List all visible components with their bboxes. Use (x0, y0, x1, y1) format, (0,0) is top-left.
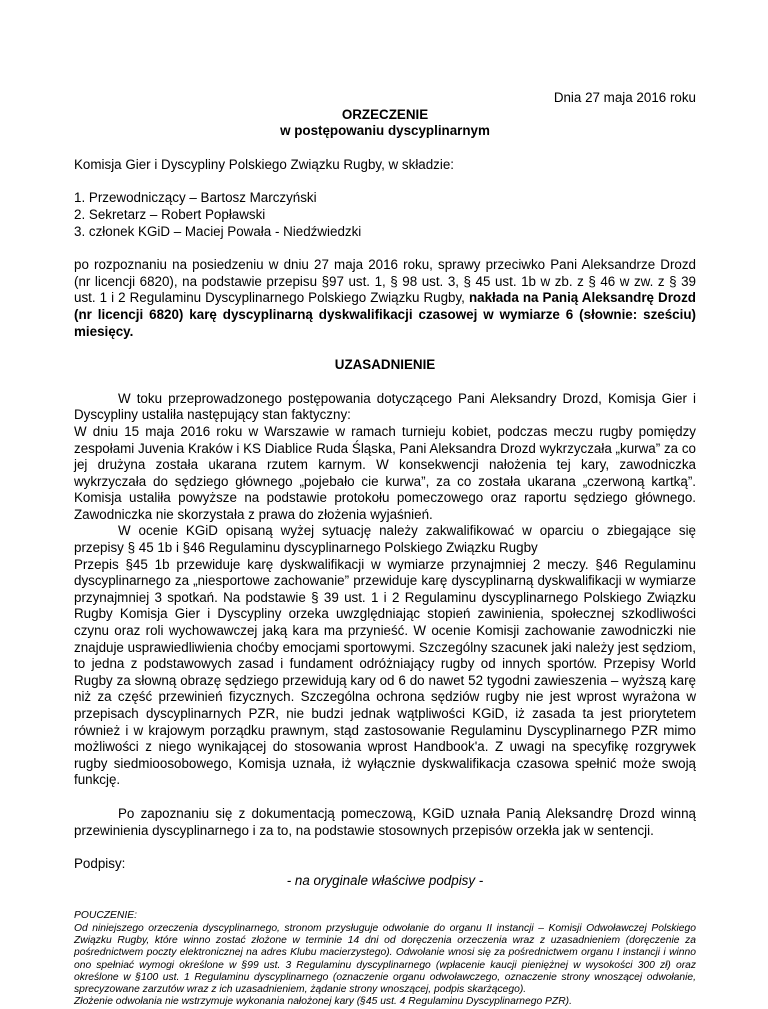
justification-paragraph: W dniu 15 maja 2016 roku w Warszawie w ramach turnieju kobiet, podczas meczu rugby pomiędzy zespołami Juvenia Kraków i KS Diablice Ruda Śląska, Pani Aleksandra Drozd wykrzyczała „kurwa” za co jej drużyna została ukarana rzutem karnym. W konsekwencji nałożenia tej kary, zawodniczka wykrzyczała do sędziego głównego „pojebało cie kurwa”, za co została ukarana „czerwoną kartką”. Komisja ustaliła powyższe na podstawie protokołu pomeczowego oraz raportu sędziego głównego. Zawodniczka nie skorzystała z prawa do złożenia wyjaśnień. (74, 423, 696, 522)
document-title: ORZECZENIE (341, 106, 429, 122)
committee-member: 1. Przewodniczący – Bartosz Marczyński (74, 190, 317, 206)
justification-paragraph: Przepis §45 1b przewiduje karę dyskwalifikacji w wymiarze przynajmniej 2 meczy. §46 Regulaminu dyscyplinarnego za „niesportowe zachowanie” przewiduje karę dyscyplinarną dyskwalifikacji w wymiarze przynajmniej 3 spotkań. Na podstawie § 39 ust. 1 i 2 Regulaminu dyscyplinarnego Polskiego Związku Rugby Komisja Gier i Dyscypliny orzeka uwzględniając stopień zawinienia, społecznej szkodliwości czynu oraz roli wychowawczej jaką kara ma przynieść. W ocenie Komisji zachowanie zawodniczki nie znajduje usprawiedliwienia choćby emocjami sportowymi. Szczególny szacunek jaki należy jest sędziom, to jedna z podstawowych zasad i fundament odróżniający rugby od innych sportów. Przepisy World Rugby za słowną obrazę sędziego przewidują kary od 6 do nawet 52 tygodni zawieszenia – wyższą karę niż za część przewinień fizycznych. Szczególna ochrona sędziów rugby nie jest wprost wyrażona w przepisach dyscyplinarnych PZR, nie budzi jednak wątpliwości KGiD, iż zasada ta jest priorytetem również i w krajowym porządku prawnym, stąd zastosowanie Regulaminu Dyscyplinarnego PZR mimo możliwości z niego wynikającej do stosowania wprost Handbook'a. Z uwagi na specyfikę rozgrywek rugby siedmioosobowego, Komisja uznała, iż wyłącznie dyskwalifikacja czasowa spełnić może swoją funkcję. (74, 556, 696, 788)
ruling-paragraph (74, 257, 696, 340)
committee-member: 3. członek KGiD – Maciej Powała - Niedźwiedzki (74, 223, 362, 239)
document-subtitle: w postępowaniu dyscyplinarnym (280, 123, 490, 139)
justification-heading: UZASADNIENIE (334, 357, 436, 373)
committee-intro: Komisja Gier i Dyscypliny Polskiego Związku Rugby, w składzie: (74, 156, 455, 172)
committee-members (74, 190, 696, 240)
ruling-penalty: nakłada na Panią Aleksandrę Drozd (nr licencji 6820) karę dyscyplinarną dyskwalifikacji czasowej w wymiarze 6 (słownie: sześciu) miesięcy. (74, 290, 696, 339)
signatures-label: Podpisy: (74, 856, 126, 872)
justification-body (74, 391, 696, 789)
justification-paragraph: W toku przeprowadzonego postępowania dotyczącego Pani Aleksandry Drozd, Komisja Gier i Dyscypliny ustaliła następujący stan faktyczny: (74, 390, 696, 423)
notice-heading: POUCZENIE: (74, 910, 137, 922)
conclusion-paragraph: Po zapoznaniu się z dokumentacją pomeczową, KGiD uznała Panią Aleksandrę Drozd winną przewinienia dyscyplinarnego i za to, na podstawie stosownych przepisów orzekła jak w sentencji. (74, 805, 696, 838)
notice-body: Od niniejszego orzeczenia dyscyplinarnego, stronom przysługuje odwołanie do organu II instancji – Komisji Odwoławczej Polskiego Związku Rugby, które winno zostać złożone w terminie 14 dni od doręczenia orzeczenia wraz z uzasadnieniem (doręczenie za pośrednictwem poczty elektronicznej na adres Klubu macierzystego). Odwołanie wnosi się za pośrednictwem organu I instancji i winno ono spełniać wymogi określone w §99 ust. 3 Regulaminu dyscyplinarnego (wpłacenie kaucji pieniężnej w wysokości 300 zł) oraz określone w §100 ust. 1 Regulaminu dyscyplinarnego (oznaczenie organu odwoławczego, oznaczenie strony wnoszącej odwołanie, sprecyzowane zarzutów wraz z ich uzasadnieniem, żądanie strony wnoszącej, podpis skarżącego). (74, 922, 696, 996)
committee-member: 2. Sekretarz – Robert Popławski (74, 206, 266, 222)
signatures-note: - na oryginale właściwe podpisy - (286, 872, 484, 888)
document-date: Dnia 27 maja 2016 roku (553, 90, 696, 105)
ruling-text: po rozpoznaniu na posiedzeniu w dniu 27 maja 2016 roku, sprawy przeciwko Pani Aleksandrze Drozd (nr licencji 6820), na podstawie przepisu §97 ust. 1, § 98 ust. 3, § 45 ust. 1b w zb. z § 46 w zw. z § 39 ust. 1 i 2 Regulaminu Dyscyplinarnego Polskiego Związku Rugby, (74, 257, 696, 306)
justification-paragraph: W ocenie KGiD opisaną wyżej sytuację należy zakwalifikować w oparciu o zbiegające się przepisy § 45 1b i §46 Regulaminu dyscyplinarnego Polskiego Związku Rugby (74, 523, 696, 556)
notice-footer: Złożenie odwołania nie wstrzymuje wykonania nałożonej kary (§45 ust. 4 Regulaminu Dyscyplinarnego PZR). (74, 996, 572, 1008)
